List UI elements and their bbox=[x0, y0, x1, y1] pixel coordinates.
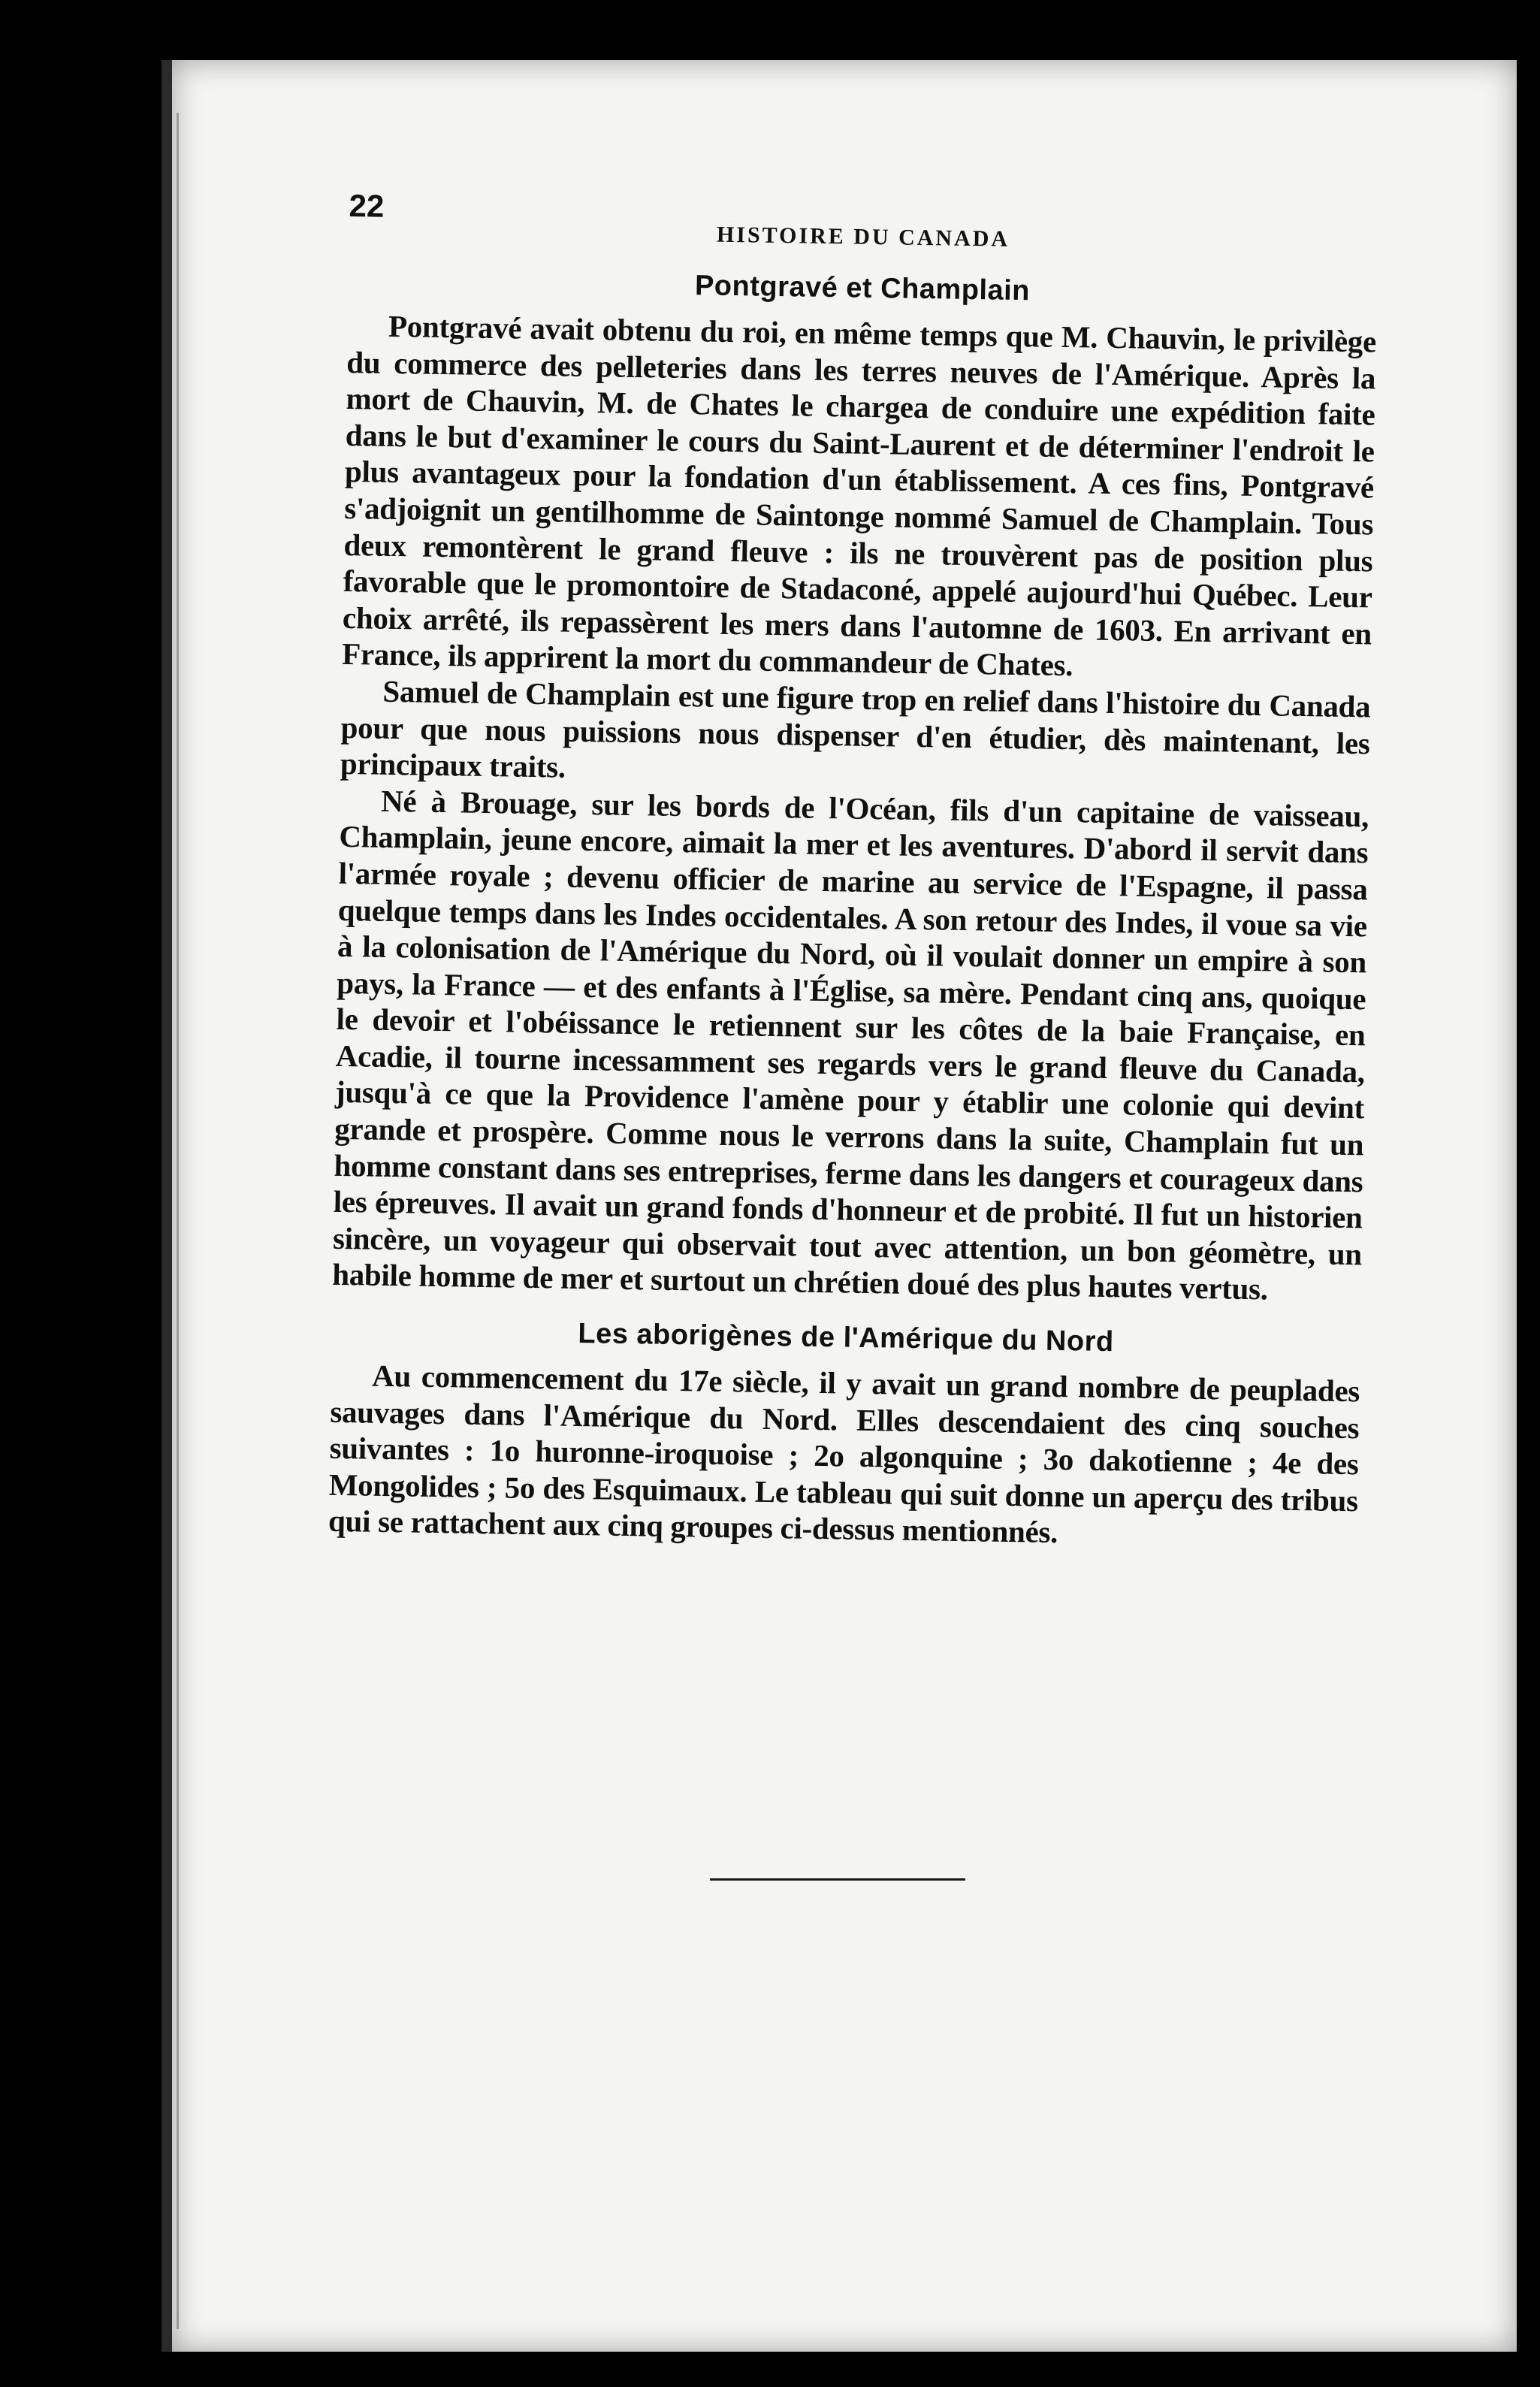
running-title: HISTOIRE DU CANADA bbox=[716, 222, 1010, 252]
page-edge-shadow bbox=[177, 113, 179, 2329]
paragraph: Né à Brouage, sur les bords de l'Océan, fils d'un capitaine de vaisseau, Champlain, jeune encore, aimait la mer et les aventures. D'abord il servit dans l'armée royale ; devenu officier de marine au service de l'Espagne, il passa quelque temps dans les Indes occidentales. A son retour des Indes, il voue sa vie à la colonisation de l'Amérique du Nord, où il voulait donner un empire à son pays, la France — et des enfants à l'Église, sa mère. Pendant cinq ans, quoique le devoir et l'obéissance le retiennent sur les côtes de la baie Française, en Acadie, il tourne incessamment ses regards vers le grand fleuve du Canada, jusqu'à ce que la Providence l'amène pour y établir une colonie qui devint grande et prospère. Comme nous le verrons dans la suite, Champlain fut un homme constant dans ses entreprises, ferme dans les dangers et courageux dans les épreuves. Il avait un grand fonds d'honneur et de probité. Il fut un historien sincère, un voyageur qui observait tout avec attention, un bon géomètre, un habile homme de mer et surtout un chrétien doué des plus hautes vertus. bbox=[331, 783, 1369, 1307]
paragraph: Pontgravé avait obtenu du roi, en même temps que M. Chauvin, le privilège du commerce des pelleteries dans les terres neuves de l'Amérique. Après la mort de Chauvin, M. de Chates le chargea de conduire une expédition faite dans le but d'examiner le cours du Saint-Laurent et de déterminer l'endroit le plus avantageux pour la fondation d'un établissement. A ces fins, Pontgravé s'adjoignit un gentilhomme de Saintonge nommé Samuel de Champlain. Tous deux remontèrent le grand fleuve : ils ne trouvèrent pas de position plus favorable que le promontoire de Stadaconé, appelé aujourd'hui Québec. Leur choix arrêté, ils repassèrent les mers dans l'automne de 1603. En arrivant en France, ils apprirent la mort du commandeur de Chates. bbox=[341, 308, 1377, 683]
page-number: 22 bbox=[349, 188, 385, 224]
section-heading: Pontgravé et Champlain bbox=[694, 270, 1031, 307]
page-content bbox=[328, 188, 1378, 1576]
paragraph: Samuel de Champlain est une figure trop en relief dans l'histoire du Canada pour que nous puissions nous dispenser d'en étudier, dès maintenant, les principaux traits. bbox=[340, 673, 1371, 784]
section-aborigenes bbox=[328, 1314, 1361, 1555]
end-rule bbox=[710, 1878, 965, 1881]
section-heading: Les aborigènes de l'Amérique du Nord bbox=[578, 1318, 1114, 1358]
section-pontgrave-champlain bbox=[332, 264, 1377, 1309]
paragraph: Au commencement du 17e siècle, il y avait un grand nombre de peuplades sauvages dans l'Amérique du Nord. Elles descendaient des cinq souches suivantes : 1o huronne-iroquoise ; 2o algonquine ; 3o dakotienne ; 4e des Mongolides ; 5o des Esquimaux. Le tableau qui suit donne un aperçu des tribus qui se rattachent aux cinq groupes ci-dessus mentionnés. bbox=[328, 1358, 1360, 1550]
